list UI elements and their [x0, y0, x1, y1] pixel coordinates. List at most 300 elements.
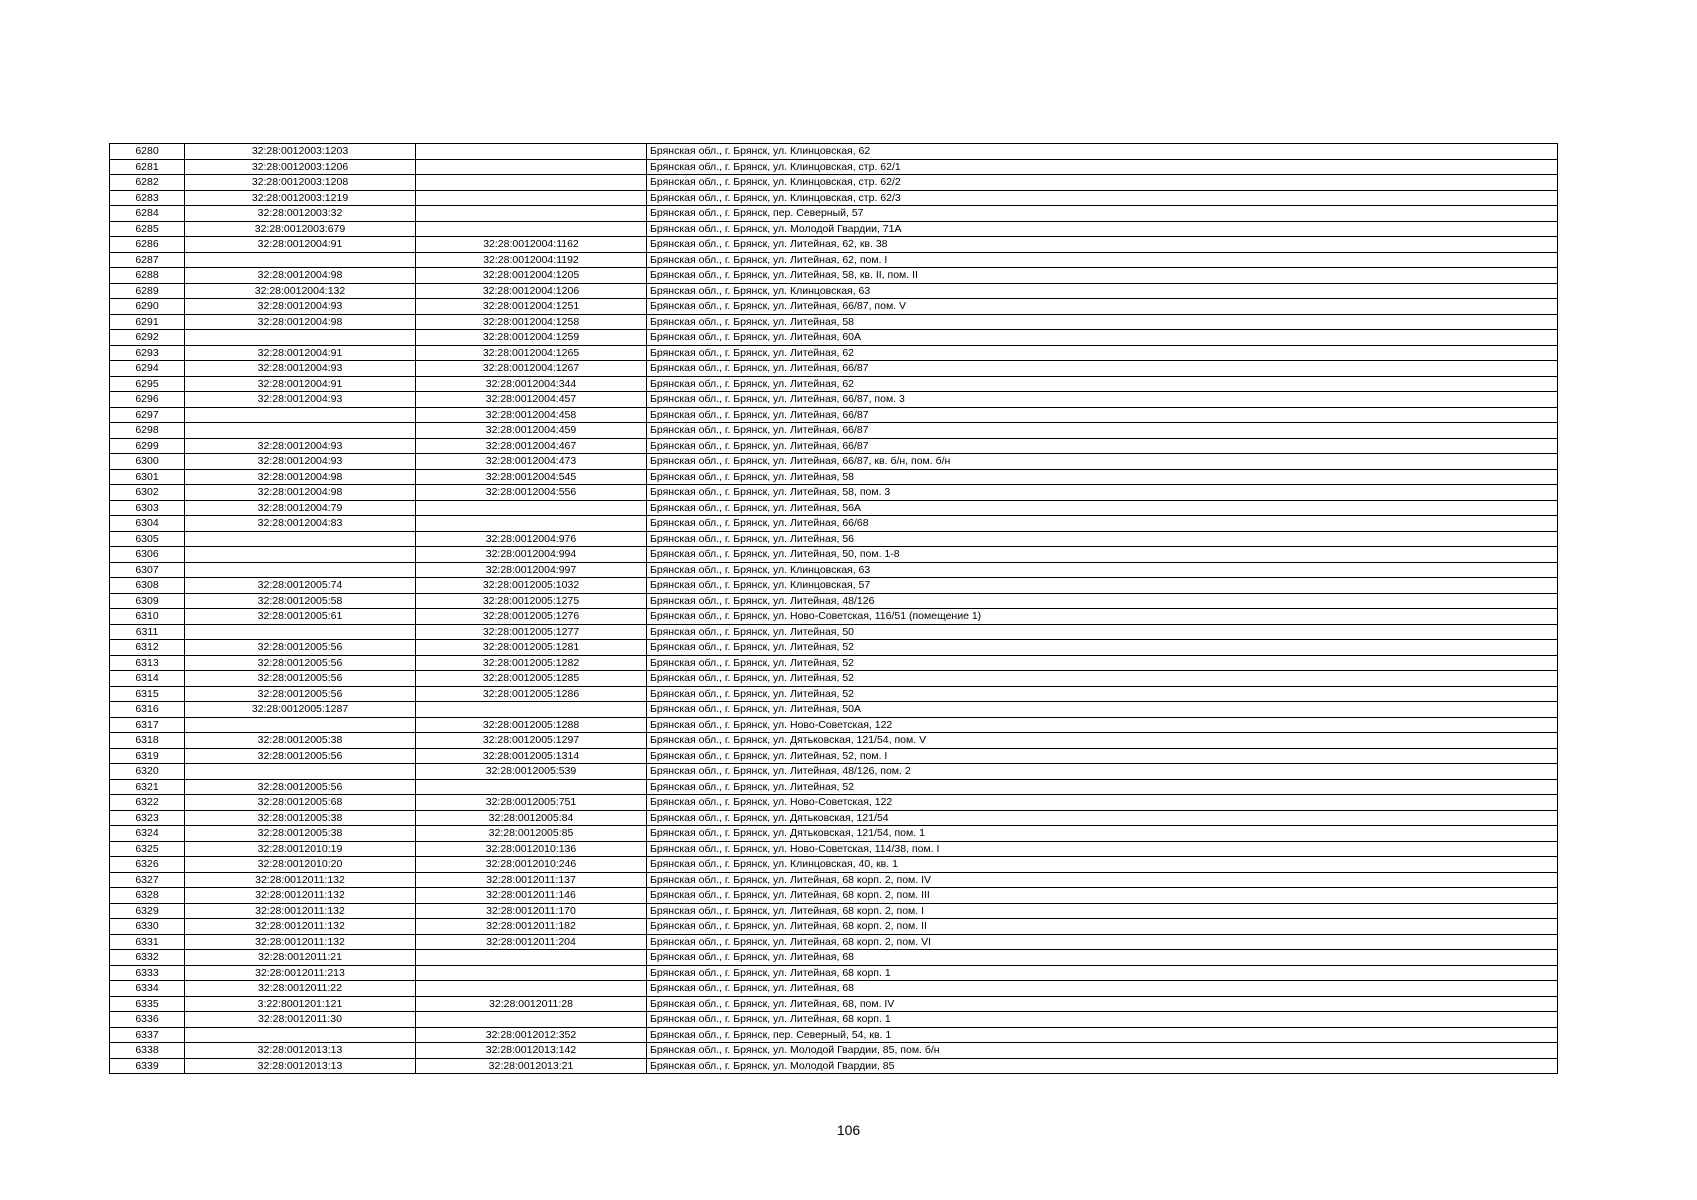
object-number-cell: 32:28:0012005:1032 — [416, 578, 647, 594]
table-row — [110, 516, 1558, 532]
table-row — [110, 888, 1558, 904]
parcel-number-cell: 32:28:0012011:22 — [185, 981, 416, 997]
address-cell: Брянская обл., г. Брянск, ул. Ново-Советская, 122 — [647, 795, 1558, 811]
table-row — [110, 624, 1558, 640]
address-cell: Брянская обл., г. Брянск, ул. Молодой Гвардии, 85, пом. б/н — [647, 1043, 1558, 1059]
object-number-cell: 32:28:0012005:1275 — [416, 593, 647, 609]
address-cell: Брянская обл., г. Брянск, ул. Клинцовская, 57 — [647, 578, 1558, 594]
row-number-cell: 6306 — [110, 547, 185, 563]
object-number-cell: 32:28:0012004:473 — [416, 454, 647, 470]
address-cell: Брянская обл., г. Брянск, ул. Молодой Гвардии, 71А — [647, 221, 1558, 237]
table-row — [110, 686, 1558, 702]
row-number-cell: 6338 — [110, 1043, 185, 1059]
row-number-cell: 6308 — [110, 578, 185, 594]
object-number-cell: 32:28:0012004:459 — [416, 423, 647, 439]
parcel-number-cell: 32:28:0012004:79 — [185, 500, 416, 516]
parcel-number-cell: 32:28:0012013:13 — [185, 1058, 416, 1074]
address-cell: Брянская обл., г. Брянск, ул. Клинцовская, стр. 62/2 — [647, 175, 1558, 191]
row-number-cell: 6300 — [110, 454, 185, 470]
parcel-number-cell: 32:28:0012004:98 — [185, 485, 416, 501]
address-cell: Брянская обл., г. Брянск, ул. Литейная, 66/87, пом. 3 — [647, 392, 1558, 408]
row-number-cell: 6294 — [110, 361, 185, 377]
address-cell: Брянская обл., г. Брянск, ул. Ново-Советская, 122 — [647, 717, 1558, 733]
object-number-cell: 32:28:0012005:1282 — [416, 655, 647, 671]
table-row — [110, 500, 1558, 516]
address-cell: Брянская обл., г. Брянск, ул. Молодой Гвардии, 85 — [647, 1058, 1558, 1074]
object-number-cell: 32:28:0012011:204 — [416, 934, 647, 950]
object-number-cell: 32:28:0012011:182 — [416, 919, 647, 935]
address-cell: Брянская обл., г. Брянск, ул. Литейная, 50А — [647, 702, 1558, 718]
row-number-cell: 6286 — [110, 237, 185, 253]
row-number-cell: 6290 — [110, 299, 185, 315]
address-cell: Брянская обл., г. Брянск, ул. Литейная, 60А — [647, 330, 1558, 346]
row-number-cell: 6311 — [110, 624, 185, 640]
object-number-cell: 32:28:0012011:146 — [416, 888, 647, 904]
parcel-number-cell — [185, 764, 416, 780]
parcel-number-cell: 32:28:0012011:30 — [185, 1012, 416, 1028]
table-row — [110, 795, 1558, 811]
address-cell: Брянская обл., г. Брянск, ул. Литейная, 52 — [647, 640, 1558, 656]
parcel-number-cell: 32:28:0012005:58 — [185, 593, 416, 609]
row-number-cell: 6318 — [110, 733, 185, 749]
table-row — [110, 950, 1558, 966]
parcel-number-cell: 32:28:0012004:93 — [185, 392, 416, 408]
parcel-number-cell: 32:28:0012005:56 — [185, 779, 416, 795]
address-cell: Брянская обл., г. Брянск, ул. Литейная, 52 — [647, 671, 1558, 687]
address-cell: Брянская обл., г. Брянск, ул. Клинцовская, стр. 62/1 — [647, 159, 1558, 175]
table-row — [110, 159, 1558, 175]
address-cell: Брянская обл., г. Брянск, ул. Литейная, 52 — [647, 655, 1558, 671]
table-row — [110, 485, 1558, 501]
table-row — [110, 593, 1558, 609]
object-number-cell — [416, 950, 647, 966]
address-cell: Брянская обл., г. Брянск, ул. Литейная, 66/87 — [647, 407, 1558, 423]
row-number-cell: 6315 — [110, 686, 185, 702]
table-row — [110, 702, 1558, 718]
parcel-number-cell: 32:28:0012003:1203 — [185, 144, 416, 160]
parcel-number-cell: 32:28:0012004:132 — [185, 283, 416, 299]
address-cell: Брянская обл., г. Брянск, пер. Северный, 57 — [647, 206, 1558, 222]
table-row — [110, 1012, 1558, 1028]
table-row — [110, 361, 1558, 377]
row-number-cell: 6284 — [110, 206, 185, 222]
parcel-number-cell: 32:28:0012005:56 — [185, 655, 416, 671]
object-number-cell — [416, 702, 647, 718]
address-cell: Брянская обл., г. Брянск, ул. Литейная, 66/87 — [647, 361, 1558, 377]
table-row — [110, 857, 1558, 873]
object-number-cell — [416, 159, 647, 175]
object-number-cell — [416, 516, 647, 532]
table-row — [110, 810, 1558, 826]
table-row — [110, 206, 1558, 222]
parcel-number-cell: 32:28:0012004:98 — [185, 268, 416, 284]
table-row — [110, 1027, 1558, 1043]
row-number-cell: 6329 — [110, 903, 185, 919]
table-row — [110, 965, 1558, 981]
table-row — [110, 826, 1558, 842]
parcel-number-cell: 32:28:0012003:679 — [185, 221, 416, 237]
table-row — [110, 190, 1558, 206]
address-cell: Брянская обл., г. Брянск, ул. Литейная, 68 корп. 2, пом. II — [647, 919, 1558, 935]
parcel-number-cell: 32:28:0012005:56 — [185, 640, 416, 656]
parcel-number-cell: 32:28:0012011:21 — [185, 950, 416, 966]
object-number-cell: 32:28:0012004:994 — [416, 547, 647, 563]
address-cell: Брянская обл., г. Брянск, ул. Литейная, 52 — [647, 686, 1558, 702]
parcel-number-cell — [185, 252, 416, 268]
table-row — [110, 237, 1558, 253]
address-cell: Брянская обл., г. Брянск, ул. Клинцовская, 62 — [647, 144, 1558, 160]
table-row — [110, 454, 1558, 470]
table-row — [110, 1058, 1558, 1074]
object-number-cell: 32:28:0012004:1192 — [416, 252, 647, 268]
row-number-cell: 6295 — [110, 376, 185, 392]
table-row — [110, 609, 1558, 625]
row-number-cell: 6309 — [110, 593, 185, 609]
row-number-cell: 6280 — [110, 144, 185, 160]
object-number-cell — [416, 981, 647, 997]
object-number-cell: 32:28:0012011:170 — [416, 903, 647, 919]
address-cell: Брянская обл., г. Брянск, ул. Литейная, 56А — [647, 500, 1558, 516]
table-row — [110, 423, 1558, 439]
object-number-cell — [416, 175, 647, 191]
address-cell: Брянская обл., г. Брянск, ул. Ново-Советская, 116/51 (помещение 1) — [647, 609, 1558, 625]
object-number-cell: 32:28:0012004:1205 — [416, 268, 647, 284]
parcel-number-cell: 32:28:0012011:132 — [185, 872, 416, 888]
address-cell: Брянская обл., г. Брянск, пер. Северный, 54, кв. 1 — [647, 1027, 1558, 1043]
table-row — [110, 872, 1558, 888]
table-row — [110, 283, 1558, 299]
row-number-cell: 6335 — [110, 996, 185, 1012]
row-number-cell: 6305 — [110, 531, 185, 547]
parcel-number-cell: 32:28:0012004:98 — [185, 314, 416, 330]
parcel-number-cell: 32:28:0012003:1208 — [185, 175, 416, 191]
object-number-cell — [416, 1012, 647, 1028]
address-cell: Брянская обл., г. Брянск, ул. Литейная, 68 корп. 2, пом. III — [647, 888, 1558, 904]
parcel-number-cell: 32:28:0012005:56 — [185, 671, 416, 687]
parcel-number-cell: 32:28:0012011:132 — [185, 903, 416, 919]
table-row — [110, 717, 1558, 733]
address-cell: Брянская обл., г. Брянск, ул. Литейная, 62, кв. 38 — [647, 237, 1558, 253]
row-number-cell: 6339 — [110, 1058, 185, 1074]
parcel-number-cell: 3:22:8001201:121 — [185, 996, 416, 1012]
table-row — [110, 562, 1558, 578]
address-cell: Брянская обл., г. Брянск, ул. Ново-Советская, 114/38, пом. I — [647, 841, 1558, 857]
address-cell: Брянская обл., г. Брянск, ул. Литейная, 62, пом. I — [647, 252, 1558, 268]
parcel-number-cell: 32:28:0012005:38 — [185, 733, 416, 749]
row-number-cell: 6303 — [110, 500, 185, 516]
address-cell: Брянская обл., г. Брянск, ул. Литейная, 62 — [647, 345, 1558, 361]
parcel-number-cell: 32:28:0012005:74 — [185, 578, 416, 594]
table-row — [110, 407, 1558, 423]
address-cell: Брянская обл., г. Брянск, ул. Литейная, 52, пом. I — [647, 748, 1558, 764]
table-row — [110, 469, 1558, 485]
object-number-cell: 32:28:0012004:545 — [416, 469, 647, 485]
table-row — [110, 330, 1558, 346]
parcel-number-cell: 32:28:0012003:1206 — [185, 159, 416, 175]
address-cell: Брянская обл., г. Брянск, ул. Литейная, 68 — [647, 981, 1558, 997]
parcel-number-cell: 32:28:0012004:98 — [185, 469, 416, 485]
address-cell: Брянская обл., г. Брянск, ул. Клинцовская, 63 — [647, 562, 1558, 578]
table-row — [110, 221, 1558, 237]
object-number-cell — [416, 500, 647, 516]
object-number-cell: 32:28:0012005:1281 — [416, 640, 647, 656]
object-number-cell: 32:28:0012005:1276 — [416, 609, 647, 625]
address-cell: Брянская обл., г. Брянск, ул. Литейная, 66/87, кв. б/н, пом. б/н — [647, 454, 1558, 470]
table-row — [110, 268, 1558, 284]
table-row — [110, 919, 1558, 935]
address-cell: Брянская обл., г. Брянск, ул. Литейная, 68 корп. 2, пом. IV — [647, 872, 1558, 888]
row-number-cell: 6296 — [110, 392, 185, 408]
register-table — [109, 143, 1558, 1074]
table-row — [110, 1043, 1558, 1059]
table-row — [110, 841, 1558, 857]
object-number-cell: 32:28:0012010:246 — [416, 857, 647, 873]
parcel-number-cell — [185, 547, 416, 563]
parcel-number-cell: 32:28:0012011:132 — [185, 919, 416, 935]
table-row — [110, 779, 1558, 795]
parcel-number-cell: 32:28:0012005:1287 — [185, 702, 416, 718]
row-number-cell: 6314 — [110, 671, 185, 687]
address-cell: Брянская обл., г. Брянск, ул. Литейная, 56 — [647, 531, 1558, 547]
address-cell: Брянская обл., г. Брянск, ул. Литейная, 66/68 — [647, 516, 1558, 532]
address-cell: Брянская обл., г. Брянск, ул. Литейная, 58, кв. II, пом. II — [647, 268, 1558, 284]
table-row — [110, 671, 1558, 687]
address-cell: Брянская обл., г. Брянск, ул. Литейная, 58 — [647, 469, 1558, 485]
parcel-number-cell: 32:28:0012011:132 — [185, 888, 416, 904]
row-number-cell: 6321 — [110, 779, 185, 795]
object-number-cell — [416, 190, 647, 206]
table-row — [110, 996, 1558, 1012]
parcel-number-cell: 32:28:0012004:91 — [185, 345, 416, 361]
parcel-number-cell: 32:28:0012004:91 — [185, 376, 416, 392]
object-number-cell: 32:28:0012004:1259 — [416, 330, 647, 346]
row-number-cell: 6326 — [110, 857, 185, 873]
row-number-cell: 6334 — [110, 981, 185, 997]
table-row — [110, 578, 1558, 594]
parcel-number-cell: 32:28:0012013:13 — [185, 1043, 416, 1059]
row-number-cell: 6283 — [110, 190, 185, 206]
table-row — [110, 392, 1558, 408]
parcel-number-cell: 32:28:0012004:83 — [185, 516, 416, 532]
address-cell: Брянская обл., г. Брянск, ул. Литейная, 68 — [647, 950, 1558, 966]
address-cell: Брянская обл., г. Брянск, ул. Литейная, 66/87 — [647, 423, 1558, 439]
object-number-cell: 32:28:0012004:976 — [416, 531, 647, 547]
row-number-cell: 6324 — [110, 826, 185, 842]
parcel-number-cell: 32:28:0012005:38 — [185, 810, 416, 826]
table-row — [110, 640, 1558, 656]
address-cell: Брянская обл., г. Брянск, ул. Литейная, 48/126, пом. 2 — [647, 764, 1558, 780]
register-body — [110, 144, 1558, 1074]
address-cell: Брянская обл., г. Брянск, ул. Литейная, 48/126 — [647, 593, 1558, 609]
address-cell: Брянская обл., г. Брянск, ул. Литейная, 68 корп. 1 — [647, 965, 1558, 981]
row-number-cell: 6316 — [110, 702, 185, 718]
address-cell: Брянская обл., г. Брянск, ул. Литейная, 58, пом. 3 — [647, 485, 1558, 501]
object-number-cell: 32:28:0012005:1297 — [416, 733, 647, 749]
table-row — [110, 764, 1558, 780]
address-cell: Брянская обл., г. Брянск, ул. Литейная, 52 — [647, 779, 1558, 795]
row-number-cell: 6328 — [110, 888, 185, 904]
table-row — [110, 655, 1558, 671]
object-number-cell: 32:28:0012010:136 — [416, 841, 647, 857]
row-number-cell: 6320 — [110, 764, 185, 780]
object-number-cell: 32:28:0012004:458 — [416, 407, 647, 423]
parcel-number-cell — [185, 423, 416, 439]
table-row — [110, 175, 1558, 191]
row-number-cell: 6299 — [110, 438, 185, 454]
row-number-cell: 6282 — [110, 175, 185, 191]
table-row — [110, 252, 1558, 268]
object-number-cell — [416, 779, 647, 795]
parcel-number-cell — [185, 624, 416, 640]
object-number-cell: 32:28:0012013:21 — [416, 1058, 647, 1074]
object-number-cell: 32:28:0012004:344 — [416, 376, 647, 392]
parcel-number-cell — [185, 717, 416, 733]
object-number-cell: 32:28:0012005:1286 — [416, 686, 647, 702]
address-cell: Брянская обл., г. Брянск, ул. Литейная, 62 — [647, 376, 1558, 392]
row-number-cell: 6310 — [110, 609, 185, 625]
row-number-cell: 6322 — [110, 795, 185, 811]
parcel-number-cell: 32:28:0012005:61 — [185, 609, 416, 625]
address-cell: Брянская обл., г. Брянск, ул. Литейная, 68 корп. 2, пом. VI — [647, 934, 1558, 950]
row-number-cell: 6319 — [110, 748, 185, 764]
row-number-cell: 6302 — [110, 485, 185, 501]
table-row — [110, 531, 1558, 547]
object-number-cell: 32:28:0012005:84 — [416, 810, 647, 826]
object-number-cell: 32:28:0012004:1206 — [416, 283, 647, 299]
object-number-cell — [416, 965, 647, 981]
object-number-cell: 32:28:0012004:467 — [416, 438, 647, 454]
table-row — [110, 547, 1558, 563]
row-number-cell: 6287 — [110, 252, 185, 268]
row-number-cell: 6288 — [110, 268, 185, 284]
parcel-number-cell: 32:28:0012003:1219 — [185, 190, 416, 206]
object-number-cell: 32:28:0012005:1288 — [416, 717, 647, 733]
object-number-cell: 32:28:0012004:457 — [416, 392, 647, 408]
address-cell: Брянская обл., г. Брянск, ул. Литейная, 50 — [647, 624, 1558, 640]
row-number-cell: 6331 — [110, 934, 185, 950]
parcel-number-cell — [185, 562, 416, 578]
parcel-number-cell: 32:28:0012011:132 — [185, 934, 416, 950]
object-number-cell: 32:28:0012005:1277 — [416, 624, 647, 640]
table-row — [110, 345, 1558, 361]
parcel-number-cell — [185, 330, 416, 346]
parcel-number-cell: 32:28:0012003:32 — [185, 206, 416, 222]
parcel-number-cell: 32:28:0012005:56 — [185, 686, 416, 702]
row-number-cell: 6336 — [110, 1012, 185, 1028]
object-number-cell — [416, 144, 647, 160]
row-number-cell: 6285 — [110, 221, 185, 237]
object-number-cell: 32:28:0012005:539 — [416, 764, 647, 780]
row-number-cell: 6337 — [110, 1027, 185, 1043]
address-cell: Брянская обл., г. Брянск, ул. Литейная, 68, пом. IV — [647, 996, 1558, 1012]
address-cell: Брянская обл., г. Брянск, ул. Литейная, 66/87, пом. V — [647, 299, 1558, 315]
parcel-number-cell: 32:28:0012005:56 — [185, 748, 416, 764]
parcel-number-cell — [185, 1027, 416, 1043]
object-number-cell: 32:28:0012005:1285 — [416, 671, 647, 687]
table-row — [110, 144, 1558, 160]
address-cell: Брянская обл., г. Брянск, ул. Дятьковская, 121/54, пом. V — [647, 733, 1558, 749]
row-number-cell: 6323 — [110, 810, 185, 826]
object-number-cell: 32:28:0012004:1162 — [416, 237, 647, 253]
address-cell: Брянская обл., г. Брянск, ул. Клинцовская, стр. 62/3 — [647, 190, 1558, 206]
parcel-number-cell: 32:28:0012005:38 — [185, 826, 416, 842]
table-row — [110, 438, 1558, 454]
parcel-number-cell: 32:28:0012010:20 — [185, 857, 416, 873]
row-number-cell: 6281 — [110, 159, 185, 175]
table-row — [110, 981, 1558, 997]
parcel-number-cell: 32:28:0012011:213 — [185, 965, 416, 981]
address-cell: Брянская обл., г. Брянск, ул. Клинцовская, 40, кв. 1 — [647, 857, 1558, 873]
row-number-cell: 6333 — [110, 965, 185, 981]
parcel-number-cell: 32:28:0012005:68 — [185, 795, 416, 811]
row-number-cell: 6298 — [110, 423, 185, 439]
object-number-cell: 32:28:0012004:1267 — [416, 361, 647, 377]
object-number-cell: 32:28:0012004:1258 — [416, 314, 647, 330]
address-cell: Брянская обл., г. Брянск, ул. Дятьковская, 121/54 — [647, 810, 1558, 826]
address-cell: Брянская обл., г. Брянск, ул. Литейная, 50, пом. 1-8 — [647, 547, 1558, 563]
object-number-cell: 32:28:0012005:85 — [416, 826, 647, 842]
parcel-number-cell: 32:28:0012004:93 — [185, 299, 416, 315]
parcel-number-cell — [185, 407, 416, 423]
table-row — [110, 748, 1558, 764]
object-number-cell: 32:28:0012004:997 — [416, 562, 647, 578]
address-cell: Брянская обл., г. Брянск, ул. Литейная, 68 корп. 1 — [647, 1012, 1558, 1028]
object-number-cell: 32:28:0012004:1265 — [416, 345, 647, 361]
parcel-number-cell: 32:28:0012004:91 — [185, 237, 416, 253]
object-number-cell: 32:28:0012005:1314 — [416, 748, 647, 764]
table-row — [110, 376, 1558, 392]
object-number-cell: 32:28:0012012:352 — [416, 1027, 647, 1043]
page-number: 106 — [836, 1122, 861, 1138]
parcel-number-cell: 32:28:0012004:93 — [185, 454, 416, 470]
parcel-number-cell: 32:28:0012010:19 — [185, 841, 416, 857]
row-number-cell: 6289 — [110, 283, 185, 299]
row-number-cell: 6292 — [110, 330, 185, 346]
row-number-cell: 6332 — [110, 950, 185, 966]
object-number-cell: 32:28:0012011:137 — [416, 872, 647, 888]
table-row — [110, 903, 1558, 919]
table-row — [110, 314, 1558, 330]
object-number-cell: 32:28:0012004:556 — [416, 485, 647, 501]
row-number-cell: 6317 — [110, 717, 185, 733]
table-row — [110, 934, 1558, 950]
row-number-cell: 6312 — [110, 640, 185, 656]
parcel-number-cell: 32:28:0012004:93 — [185, 361, 416, 377]
address-cell: Брянская обл., г. Брянск, ул. Литейная, 68 корп. 2, пом. I — [647, 903, 1558, 919]
row-number-cell: 6325 — [110, 841, 185, 857]
parcel-number-cell: 32:28:0012004:93 — [185, 438, 416, 454]
row-number-cell: 6291 — [110, 314, 185, 330]
row-number-cell: 6330 — [110, 919, 185, 935]
table-row — [110, 299, 1558, 315]
row-number-cell: 6327 — [110, 872, 185, 888]
address-cell: Брянская обл., г. Брянск, ул. Литейная, 66/87 — [647, 438, 1558, 454]
object-number-cell: 32:28:0012004:1251 — [416, 299, 647, 315]
table-row — [110, 733, 1558, 749]
address-cell: Брянская обл., г. Брянск, ул. Дятьковская, 121/54, пом. 1 — [647, 826, 1558, 842]
address-cell: Брянская обл., г. Брянск, ул. Литейная, 58 — [647, 314, 1558, 330]
row-number-cell: 6301 — [110, 469, 185, 485]
row-number-cell: 6313 — [110, 655, 185, 671]
parcel-number-cell — [185, 531, 416, 547]
object-number-cell — [416, 206, 647, 222]
row-number-cell: 6297 — [110, 407, 185, 423]
object-number-cell: 32:28:0012005:751 — [416, 795, 647, 811]
object-number-cell — [416, 221, 647, 237]
address-cell: Брянская обл., г. Брянск, ул. Клинцовская, 63 — [647, 283, 1558, 299]
row-number-cell: 6307 — [110, 562, 185, 578]
object-number-cell: 32:28:0012013:142 — [416, 1043, 647, 1059]
